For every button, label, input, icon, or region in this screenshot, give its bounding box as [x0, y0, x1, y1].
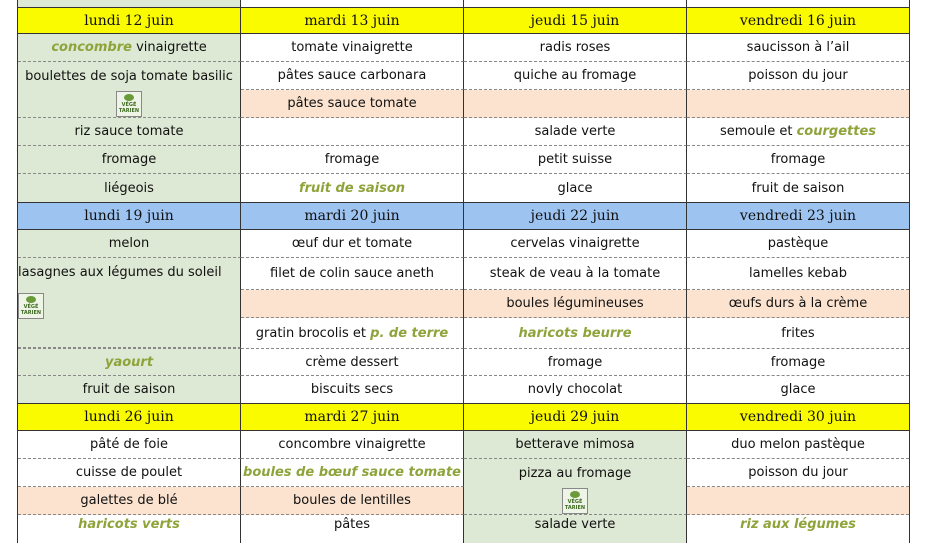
menu-row: [18, 230, 909, 258]
menu-cell: melon: [18, 230, 241, 258]
dish: filet de colin sauce aneth: [241, 258, 463, 290]
menu-cell: boulettes de soja tomate basilic: [18, 62, 241, 90]
menu-cell: [18, 0, 241, 7]
day-header: lundi 26 juin: [18, 403, 241, 431]
day-header: jeudi 15 juin: [464, 7, 687, 34]
highlight-text: riz aux légumes: [740, 517, 856, 532]
day-header: vendredi 30 juin: [687, 403, 909, 431]
menu-cell-stack: [687, 258, 909, 348]
highlight-text: concombre: [51, 40, 132, 55]
empty-alt: [241, 290, 463, 319]
day-header: mardi 13 juin: [241, 7, 464, 34]
vegetarian-logo-icon: VÉGÉ TARIEN: [116, 91, 142, 117]
vegetarian-logo-icon: VÉGÉ TARIEN: [562, 488, 588, 514]
menu-cell: galettes de blé: [18, 487, 241, 515]
menu-cell: boules de lentilles: [241, 487, 464, 515]
menu-cell: boules de bœuf sauce tomate: [241, 459, 464, 487]
menu-cell: tomate vinaigrette: [241, 34, 464, 62]
dish: semoule et: [719, 124, 793, 139]
menu-row-group: [18, 258, 909, 348]
day-header: lundi 12 juin: [18, 7, 241, 34]
week-header-row: [18, 202, 909, 230]
menu-cell: radis roses: [464, 34, 687, 62]
highlight-text: courgettes: [796, 124, 877, 139]
menu-cell: concombre vinaigrette: [241, 431, 464, 459]
menu-cell: [687, 515, 909, 543]
menu-cell: glace: [464, 174, 687, 202]
menu-cell-stack: [241, 258, 464, 348]
menu-cell: novly chocolat: [464, 376, 687, 403]
menu-cell: pizza au fromage: [464, 459, 687, 487]
menu-row: [18, 90, 909, 118]
menu-cell: haricots verts: [18, 515, 241, 543]
menu-cell: glace: [780, 382, 816, 397]
menu-cell: yaourt: [18, 348, 241, 376]
menu-cell: [18, 34, 241, 62]
menu-cell: pâtes sauce tomate: [241, 90, 464, 118]
menu-cell: betterave mimosa: [464, 431, 687, 459]
menu-cell: cuisse de poulet: [18, 459, 241, 487]
menu-cell: pâtes: [241, 515, 464, 543]
day-header: mardi 20 juin: [241, 202, 464, 230]
cut-off-row: [18, 0, 909, 7]
menu-cell: liégeois: [18, 174, 241, 202]
menu-cell: poisson du jour: [687, 62, 909, 90]
menu-cell: [687, 487, 909, 515]
dish: lamelles kebab: [687, 258, 909, 290]
menu-cell: [464, 0, 687, 7]
menu-cell: riz sauce tomate: [18, 118, 241, 146]
menu-cell: [687, 118, 909, 146]
menu-cell: salade verte: [464, 118, 687, 146]
menu-cell: fruit de saison: [751, 180, 845, 196]
day-header: mardi 27 juin: [241, 403, 464, 431]
menu-cell: salade verte: [464, 515, 687, 543]
menu-row: [18, 459, 909, 487]
menu-row: [18, 487, 909, 515]
dish: œufs durs à la crème: [687, 290, 909, 319]
dish: lasagnes aux légumes du soleil: [18, 265, 222, 280]
menu-row: [18, 376, 909, 403]
menu-cell: cervelas vinaigrette: [464, 230, 687, 258]
menu-cell: fromage: [464, 348, 687, 376]
menu-cell: quiche au fromage: [464, 62, 687, 90]
menu-row: [18, 515, 909, 543]
dish: gratin brocolis et p. de terre: [255, 325, 449, 341]
menu-cell: petit suisse: [464, 146, 687, 174]
menu-cell: saucisson à l’ail: [687, 34, 909, 62]
menu-cell: [18, 258, 241, 348]
menu-cell: [18, 90, 241, 118]
menu-cell: fromage: [687, 348, 909, 376]
day-header: vendredi 23 juin: [687, 202, 909, 230]
day-header: lundi 19 juin: [18, 202, 241, 230]
menu-cell: biscuits secs: [241, 376, 464, 403]
dish: steak de veau à la tomate: [464, 258, 686, 290]
menu-cell: crème dessert: [241, 348, 464, 376]
day-header: vendredi 16 juin: [687, 7, 909, 34]
dish: boules légumineuses: [464, 290, 686, 319]
menu-cell: duo melon pastèque: [687, 431, 909, 459]
menu-cell-stack: [464, 258, 687, 348]
dish: frites: [781, 325, 815, 341]
menu-row: [18, 348, 909, 376]
day-header: jeudi 22 juin: [464, 202, 687, 230]
menu-cell: [687, 90, 909, 118]
menu-row: [18, 34, 909, 62]
vegetarian-logo-icon: VÉGÉ TARIEN: [18, 293, 44, 319]
menu-row: [18, 431, 909, 459]
menu-row: [18, 62, 909, 90]
menu-cell: fruit de saison: [241, 174, 464, 202]
menu-cell: [464, 487, 687, 515]
week-header-row: [18, 7, 909, 34]
menu-row: [18, 146, 909, 174]
menu-row: [18, 118, 909, 146]
menu-cell: fromage: [18, 146, 241, 174]
menu-cell: pâtes sauce carbonara: [241, 62, 464, 90]
menu-cell: [241, 118, 464, 146]
menu-cell: œuf dur et tomate: [241, 230, 464, 258]
menu-cell: pastèque: [687, 230, 909, 258]
menu-row: [18, 174, 909, 202]
menu-cell: [687, 0, 909, 7]
dish: vinaigrette: [136, 40, 207, 55]
menu-cell: [464, 90, 687, 118]
dish: haricots beurre: [518, 325, 632, 341]
week-header-row: [18, 403, 909, 431]
menu-cell: [241, 0, 464, 7]
weekly-menu-table: [17, 0, 910, 543]
menu-cell: fromage: [687, 146, 909, 174]
menu-cell: pâté de foie: [18, 431, 241, 459]
day-header: jeudi 29 juin: [464, 403, 687, 431]
highlight-text: p. de terre: [370, 325, 449, 341]
menu-cell: fromage: [241, 146, 464, 174]
menu-cell: fruit de saison: [18, 376, 241, 403]
menu-cell: poisson du jour: [687, 459, 909, 487]
